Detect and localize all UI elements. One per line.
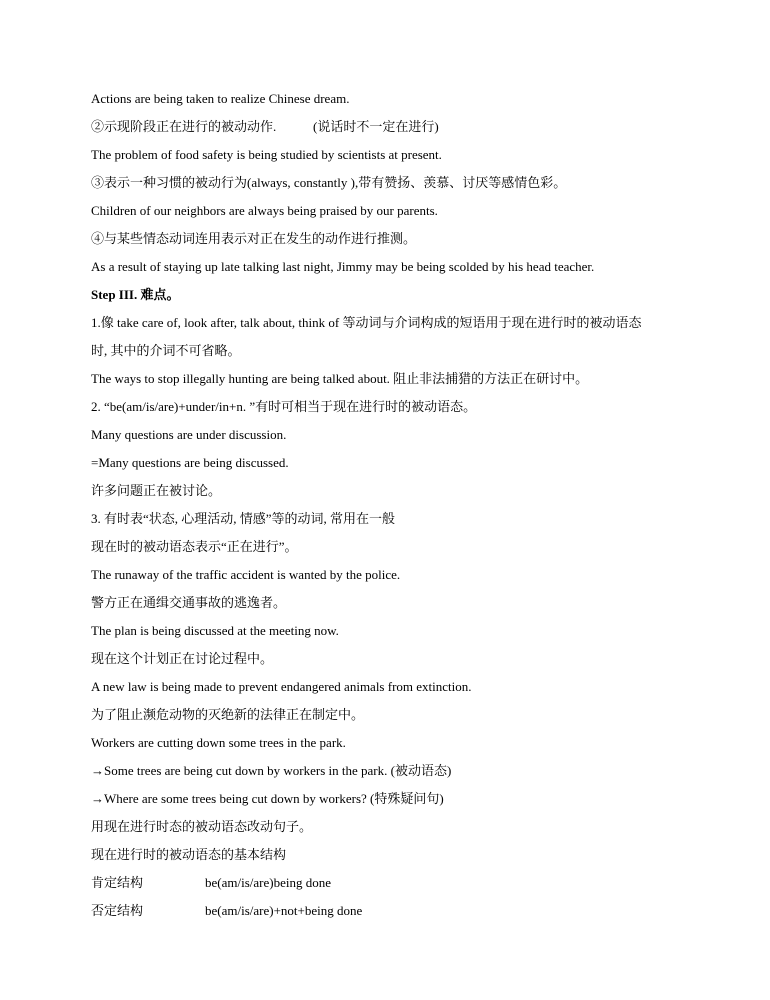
structure-row-negative — [91, 903, 363, 919]
structure-formula: be(am/is/are)+not+being done — [205, 903, 363, 918]
structure-row-affirmative — [91, 875, 331, 891]
text-line: The plan is being discussed at the meeting now. — [91, 623, 339, 638]
text-line: 许多问题正在被讨论。 — [91, 483, 222, 498]
structure-formula: be(am/is/are)being done — [205, 875, 331, 890]
text-line: The runaway of the traffic accident is wanted by the police. — [91, 567, 401, 582]
text-line: 1.像 take care of, look after, talk about, think of 等动词与介词构成的短语用于现在进行时的被动语态 — [91, 315, 642, 330]
text-line: 用现在进行时态的被动语态改动句子。 — [91, 819, 313, 834]
text-line: Actions are being taken to realize Chinese dream. — [91, 91, 350, 106]
text-line: 3. 有时表“状态, 心理活动, 情感”等的动词, 常用在一般 — [91, 511, 396, 526]
text-line: The ways to stop illegally hunting are being talked about. 阻止非法捕猎的方法正在研讨中。 — [91, 371, 589, 386]
text-line: 警方正在通缉交通事故的逃逸者。 — [91, 595, 287, 610]
text-line: Many questions are under discussion. — [91, 427, 287, 442]
text-line: ③表示一种习惯的被动行为(always, constantly ),带有赞扬、羡慕、讨厌等感情色彩。 — [91, 175, 567, 190]
text-line: ④与某些情态动词连用表示对正在发生的动作进行推测。 — [91, 231, 417, 246]
text-line: 现在时的被动语态表示“正在进行”。 — [91, 539, 298, 554]
text-line: 为了阻止濒危动物的灭绝新的法律正在制定中。 — [91, 707, 365, 722]
text-line: →Where are some trees being cut down by workers? (特殊疑问句) — [91, 791, 444, 806]
structure-label: 否定结构 — [91, 903, 144, 918]
text-line: 现在这个计划正在讨论过程中。 — [91, 651, 274, 666]
text-line: As a result of staying up late talking last night, Jimmy may be being scolded by his head teacher. — [91, 259, 595, 274]
text-line: 2. “be(am/is/are)+under/in+n. ”有时可相当于现在进行时的被动语态。 — [91, 399, 477, 414]
text-line-note: (说话时不一定在进行) — [313, 119, 439, 134]
text-line: 现在进行时的被动语态的基本结构 — [91, 847, 287, 862]
text-line — [91, 119, 439, 135]
section-heading: Step III. 难点。 — [91, 287, 180, 302]
text-line: Children of our neighbors are always being praised by our parents. — [91, 203, 438, 218]
text-line-main: ②示现阶段正在进行的被动动作. — [91, 119, 277, 134]
text-line: Workers are cutting down some trees in the park. — [91, 735, 346, 750]
text-line: =Many questions are being discussed. — [91, 455, 289, 470]
structure-label: 肯定结构 — [91, 875, 144, 890]
text-line: 时, 其中的介词不可省略。 — [91, 343, 241, 358]
text-line: →Some trees are being cut down by workers in the park. (被动语态) — [91, 763, 452, 778]
text-line: A new law is being made to prevent endangered animals from extinction. — [91, 679, 472, 694]
text-line: The problem of food safety is being studied by scientists at present. — [91, 147, 442, 162]
